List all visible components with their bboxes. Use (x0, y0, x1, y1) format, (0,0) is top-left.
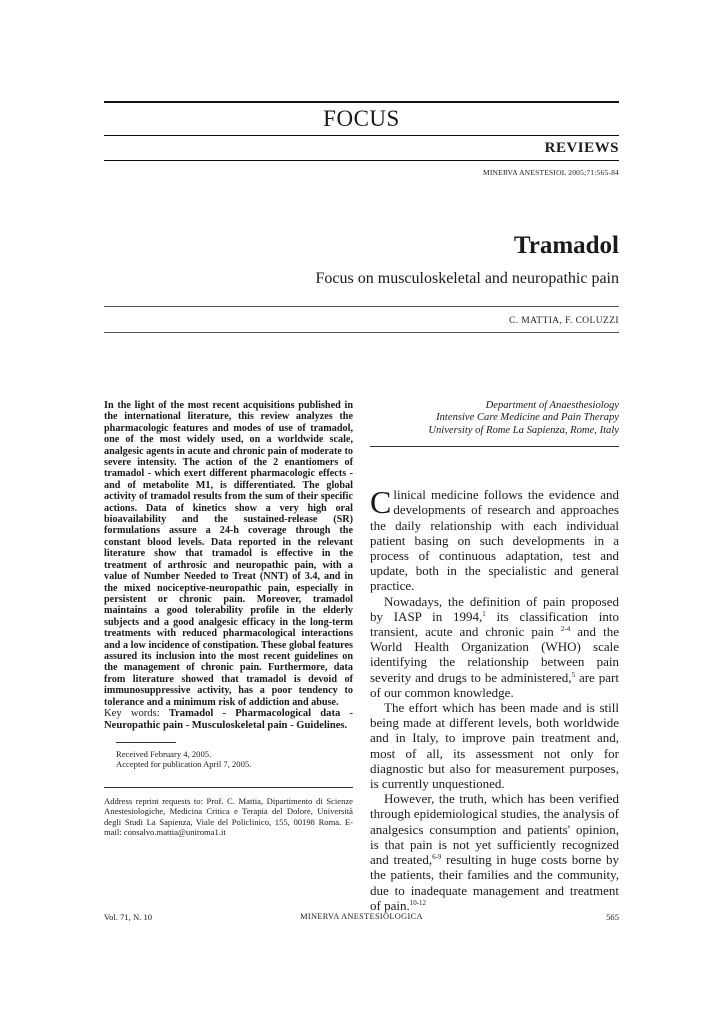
footer-journal: MINERVA ANESTESIOLOGICA (300, 912, 423, 921)
received-block (104, 742, 353, 769)
article-title: Tramadol (513, 232, 619, 259)
keywords-label: Key words: (104, 707, 160, 719)
keywords (104, 708, 353, 732)
footer-volume: Vol. 71, N. 10 (104, 912, 153, 922)
authors-rule (104, 332, 619, 333)
title-rule (104, 306, 619, 307)
affiliation-line-1: Department of Anaesthesiology (485, 400, 619, 411)
right-column (370, 400, 619, 913)
affiliation-line-3: University of Rome La Sapienza, Rome, Italy (428, 424, 619, 436)
paragraph-2: Nowadays, the definition of pain proposed by IASP in 1994,$^1$ its classification into transient, acute and chronic pain $^{2-4}$ and the World Health Organization (WHO) scale identifying the relationship between pain severity and drugs to be administered,$^5$ are part of our common knowledge. (370, 593, 619, 700)
journal-reference: MINERVA ANESTESIOL 2005;71:565-84 (482, 168, 619, 177)
authors: C. MATTIA, F. COLUZZI (508, 316, 619, 326)
focus-rule (104, 135, 619, 136)
reprint-address: Address reprint requests to: Prof. C. Mattia, Dipartimento di Scienze Anestesiologiche, Medicina Critica e Terapia del Dolore, Università degli Studi La Sapienza, Viale del Policlinico, 155, 00198 Roma. E-mail: consalvo.mattia@uniroma1.it (104, 795, 353, 838)
keywords-terms: Tramadol - Pharmacological data - Neuropathic pain - Musculoskeletal pain - Guidelines. (104, 707, 353, 731)
reviews-rule (104, 160, 619, 161)
left-column (104, 400, 353, 838)
article-subtitle: Focus on musculoskeletal and neuropathic pain (315, 270, 619, 287)
affiliation-line-2: Intensive Care Medicine and Pain Therapy (436, 412, 619, 424)
citation: 1 (482, 609, 486, 618)
body-text (370, 484, 619, 913)
paragraph-3: The effort which has been made and is still being made at different levels, both worldwide and in Italy, to improve pain treatment and, most of all, its assessment not only for diagnostic but also for measurement purposes, is currently unquestioned. (370, 700, 619, 792)
category-label: REVIEWS (544, 140, 619, 156)
citation: 5 (571, 670, 575, 679)
received-rule (116, 742, 176, 743)
citation: 6-9 (432, 853, 442, 862)
received-date: Received February 4, 2005. (116, 748, 212, 759)
top-rule (104, 101, 619, 103)
affiliation (370, 400, 619, 437)
affiliation-rule (370, 446, 619, 447)
citation: 2-4 (560, 625, 571, 634)
citation: 10-12 (409, 898, 427, 907)
accepted-date: Accepted for publication April 7, 2005. (116, 758, 252, 769)
drop-cap: C (370, 484, 392, 521)
section-title: FOCUS (323, 106, 400, 131)
paragraph-4: However, the truth, which has been verified through epidemiological studies, the analysis of analgesics consumption and patients' opinion, is that pain is not yet sufficiently recognized and treated,$^{6-9}$ resulting in huge costs borne by the patients, their families and the community, due to inadequate management and treatment of pain.$^{10-12}$ (370, 791, 619, 913)
address-rule (104, 787, 353, 788)
paragraph-1: Clinical medicine follows the evidence and developments of research and approaches the daily relationship with each individual patient basing on such developments in a process of continuous adaptation, test and update, both in the specialistic and general practice. (370, 484, 619, 594)
page-number: 565 (606, 912, 619, 922)
abstract: In the light of the most recent acquisitions published in the international literature, this review analyzes the pharmacologic features and modes of use of tramadol, one of the most widely used, on a worldwide scale, analgesic agents in acute and chronic pain of moderate to severe intensity. The action of the 2 enantiomers of tramadol - which exert different pharmacologic effects - and of metabolite M1, is differentiated. The global activity of tramadol results from the sum of their specific actions. Data of kinetics show a very high oral bioavailability and the sustained-release (SR) formulations assure a 24-h coverage through the constant blood levels. Data reported in the relevant literature show that tramadol is effective in the treatment of arthrosic and neuropathic pain, with a value of Number Needed to Treat (NNT) of 3.4, and in the mixed nociceptive-neuropathic pain, especially in persistent or chronic pain. Moreover, tramadol maintains a good tolerability profile in the elderly subjects and a good analgesic efficacy in the long-term treatments with reduced pharmacological interactions and a low incidence of constipation. These global features assured its inclusion into the most recent guidelines on the management of chronic pain. Furthermore, data from literature showed that tramadol is devoid of immunosuppressive activity, has a poor tendency to tolerance and a minimum risk of addiction and abuse. (104, 400, 353, 708)
